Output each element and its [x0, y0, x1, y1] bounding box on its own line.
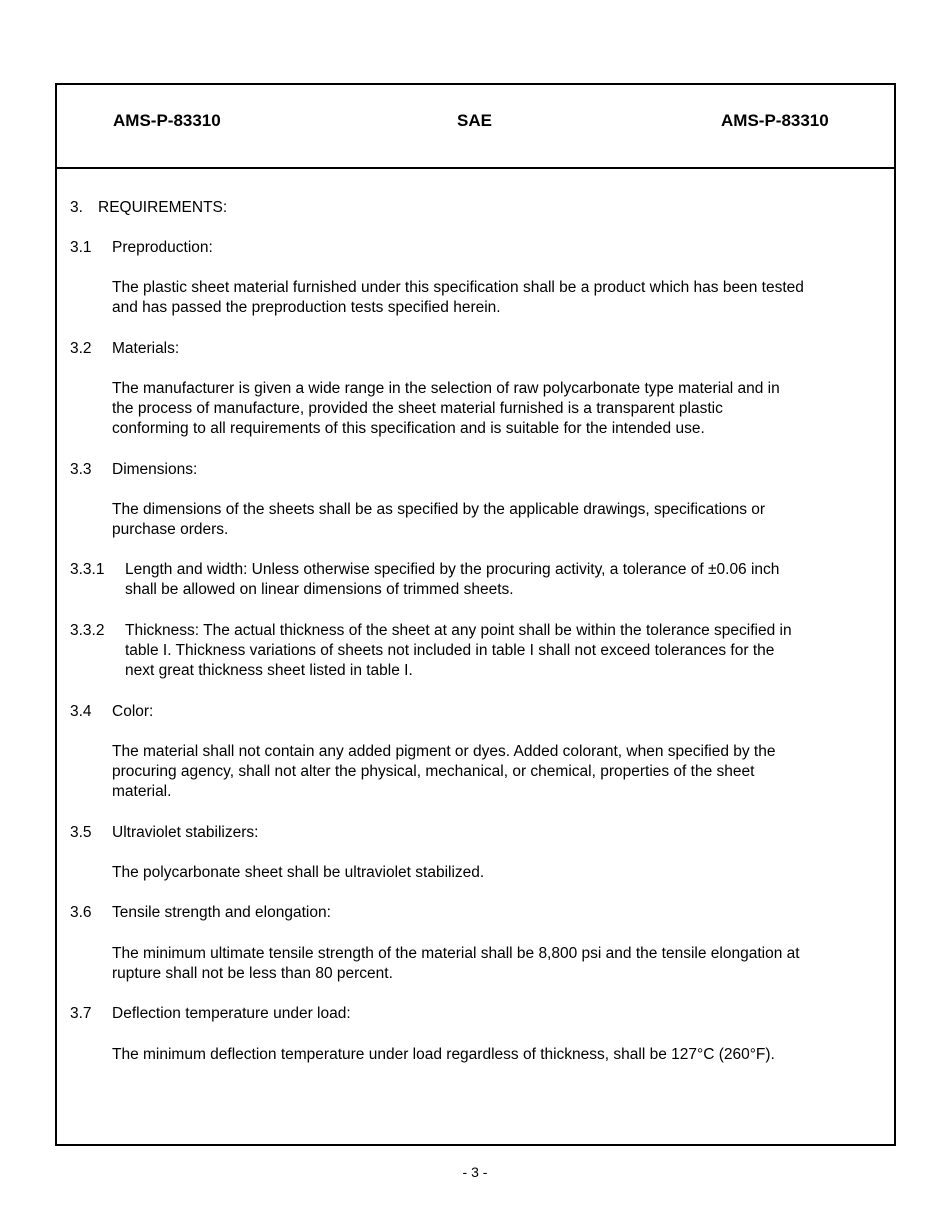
section-heading: Materials:: [112, 340, 180, 357]
section-number: 3.3.1: [70, 561, 105, 578]
paragraph-line: The plastic sheet material furnished under this specification shall be a product which has been tested: [112, 279, 804, 296]
section-heading: Ultraviolet stabilizers:: [112, 824, 259, 841]
header-organization: SAE: [457, 111, 492, 130]
section-heading: Color:: [112, 703, 154, 720]
paragraph-line: Thickness: The actual thickness of the sheet at any point shall be within the tolerance specified in: [125, 622, 792, 639]
section-number: 3.6: [70, 904, 92, 921]
section-heading: Dimensions:: [112, 461, 198, 478]
section-number: 3.2: [70, 340, 92, 357]
document-header: [57, 85, 894, 169]
paragraph-line: conforming to all requirements of this specification and is suitable for the intended use.: [112, 420, 705, 437]
header-doc-number-right: AMS-P-83310: [721, 111, 829, 130]
paragraph-line: Length and width: Unless otherwise specified by the procuring activity, a tolerance of ±0.06 inch: [125, 561, 780, 578]
page-number: - 3 -: [462, 1164, 488, 1180]
paragraph-line: the process of manufacture, provided the sheet material furnished is a transparent plastic: [112, 400, 723, 417]
paragraph-line: shall be allowed on linear dimensions of trimmed sheets.: [125, 581, 514, 598]
paragraph-line: material.: [112, 783, 172, 800]
paragraph-line: The manufacturer is given a wide range in the selection of raw polycarbonate type material and in: [112, 380, 780, 397]
section-heading: Tensile strength and elongation:: [112, 904, 331, 921]
section-heading: Deflection temperature under load:: [112, 1005, 351, 1022]
section-number: 3.: [70, 199, 83, 216]
paragraph-line: The dimensions of the sheets shall be as specified by the applicable drawings, specifications or: [112, 501, 766, 518]
paragraph-line: and has passed the preproduction tests specified herein.: [112, 299, 501, 316]
section-number: 3.7: [70, 1005, 92, 1022]
section-number: 3.1: [70, 239, 92, 256]
section-heading: Preproduction:: [112, 239, 213, 256]
paragraph-line: The minimum ultimate tensile strength of the material shall be 8,800 psi and the tensile elongation at: [112, 945, 800, 962]
section-number: 3.5: [70, 824, 92, 841]
section-number: 3.3: [70, 461, 92, 478]
paragraph-line: The minimum deflection temperature under load regardless of thickness, shall be 127°C (260°F).: [112, 1046, 775, 1063]
paragraph-line: procuring agency, shall not alter the physical, mechanical, or chemical, properties of the sheet: [112, 763, 755, 780]
paragraph-line: purchase orders.: [112, 521, 229, 538]
section-number: 3.4: [70, 703, 92, 720]
paragraph-line: table I. Thickness variations of sheets not included in table I shall not exceed tolerances for the: [125, 642, 775, 659]
paragraph-line: The material shall not contain any added pigment or dyes. Added colorant, when specified by the: [112, 743, 776, 760]
paragraph-line: next great thickness sheet listed in table I.: [125, 662, 413, 679]
section-number: 3.3.2: [70, 622, 105, 639]
paragraph-line: rupture shall not be less than 80 percent.: [112, 965, 393, 982]
section-heading: REQUIREMENTS:: [98, 199, 228, 216]
paragraph-line: The polycarbonate sheet shall be ultraviolet stabilized.: [112, 864, 485, 881]
header-doc-number-left: AMS-P-83310: [113, 111, 221, 130]
